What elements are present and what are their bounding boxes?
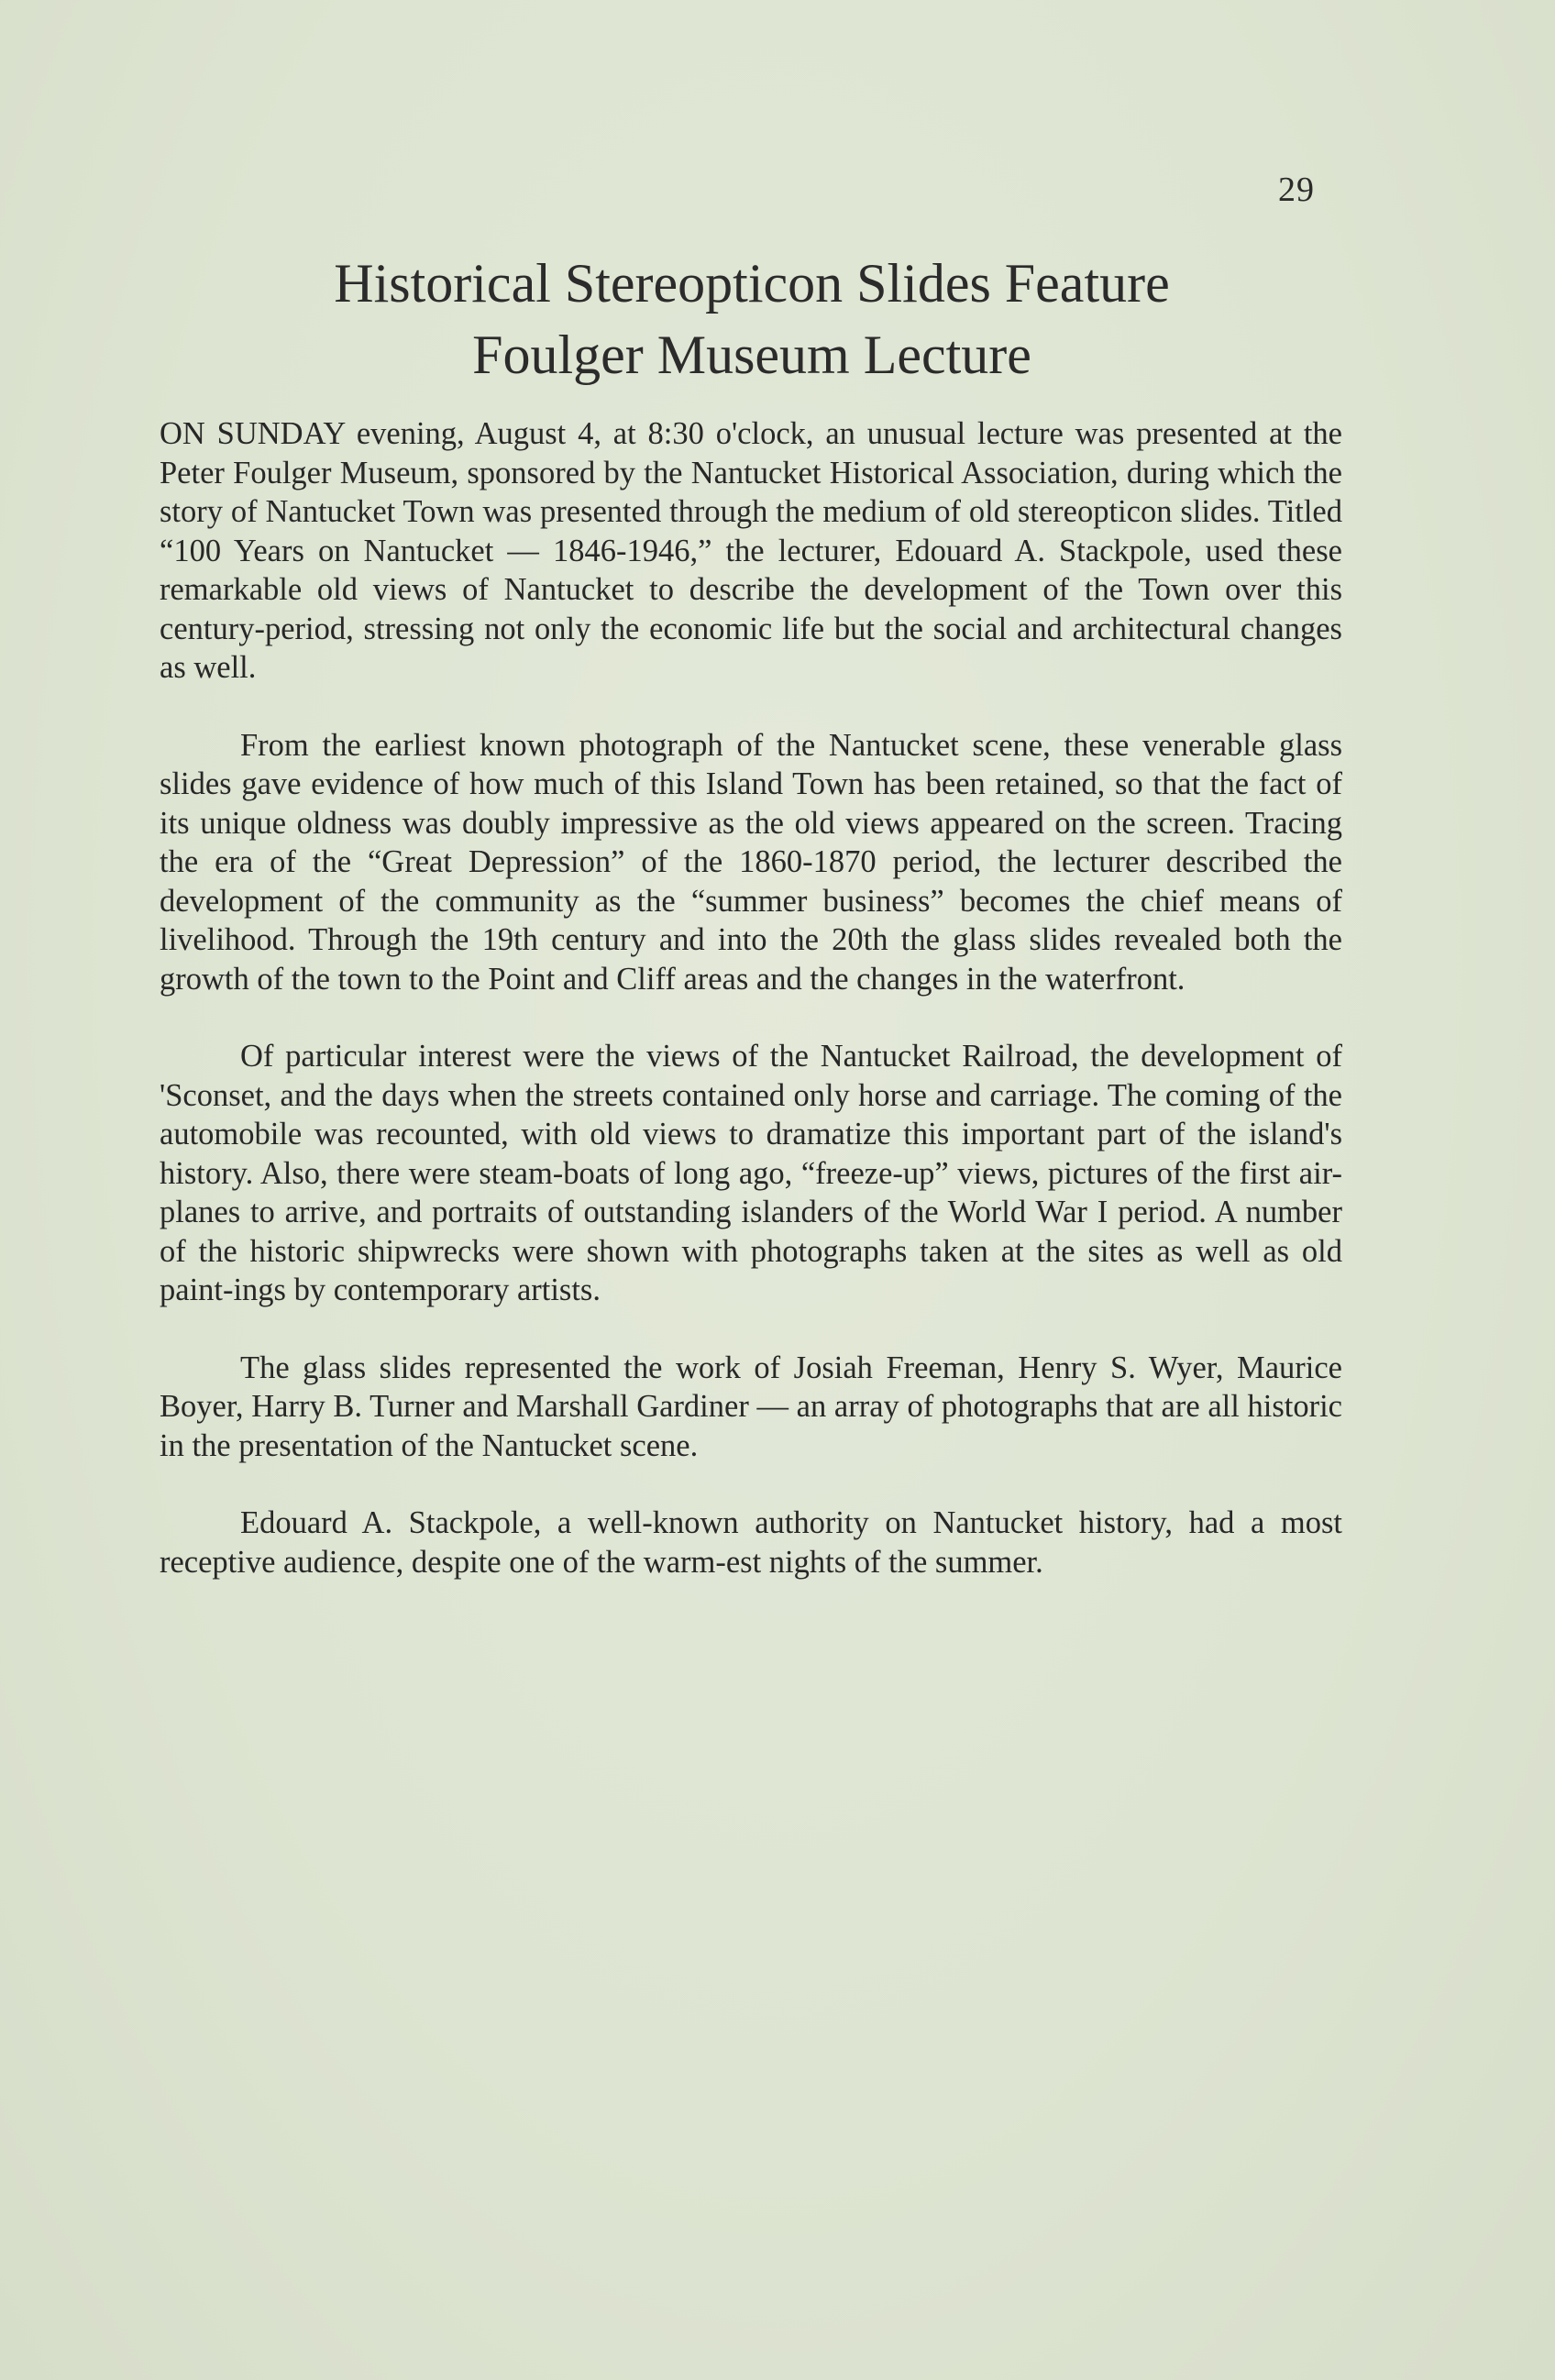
page-number: 29 [1278, 171, 1315, 209]
article-title-line-1: Historical Stereopticon Slides Feature [334, 253, 1170, 314]
paragraph-2: From the earliest known photograph of the Nantucket scene, these venerable glass slides gave evidence of how much of this Island Town has been retained, so that the fact of its unique oldness was doubly impressive as the old views appeared on the screen. Tracing the era of the “Great Depression” of the 1860-1870 period, the lecturer described the development of the community as the “summer business” becomes the chief means of livelihood. Through the 19th century and into the 20th the glass slides revealed both the growth of the town to the Point and Cliff areas and the changes in the waterfront. [160, 727, 1342, 997]
article-title-line-2: Foulger Museum Lecture [472, 325, 1031, 385]
paragraph-1: ON SUNDAY evening, August 4, at 8:30 o'clock, an unusual lecture was presented at the Peter Foulger Museum, sponsored by the Nantucket Historical Association, during which the story of Nantucket Town was presented through the medium of old stereopticon slides. Titled “100 Years on Nantucket — 1846-1946,” the lecturer, Edouard A. Stackpole, used these remarkable old views of Nantucket to describe the development of the Town over this century-period, stressing not only the economic life but the social and architectural changes as well. [160, 416, 1342, 685]
paragraph-4: The glass slides represented the work of Josiah Freeman, Henry S. Wyer, Maurice Boyer, Harry B. Turner and Marshall Gardiner — an array of photographs that are all historic in the presentation of the Nantucket scene. [160, 1350, 1342, 1463]
article-title [156, 248, 1348, 391]
paragraph-3: Of particular interest were the views of the Nantucket Railroad, the development of 'Sconset, and the days when the streets contained only horse and carriage. The coming of the automobile was recounted, with old views to dramatize this important part of the island's history. Also, there were steam-boats of long ago, “freeze-up” views, pictures of the first air-planes to arrive, and portraits of outstanding islanders of the World War I period. A number of the historic shipwrecks were shown with photographs taken at the sites as well as old paint-ings by contemporary artists. [160, 1039, 1342, 1307]
article-body [160, 414, 1342, 1581]
paragraph-5: Edouard A. Stackpole, a well-known authority on Nantucket history, had a most receptive audience, despite one of the warm-est nights of the summer. [160, 1505, 1342, 1580]
